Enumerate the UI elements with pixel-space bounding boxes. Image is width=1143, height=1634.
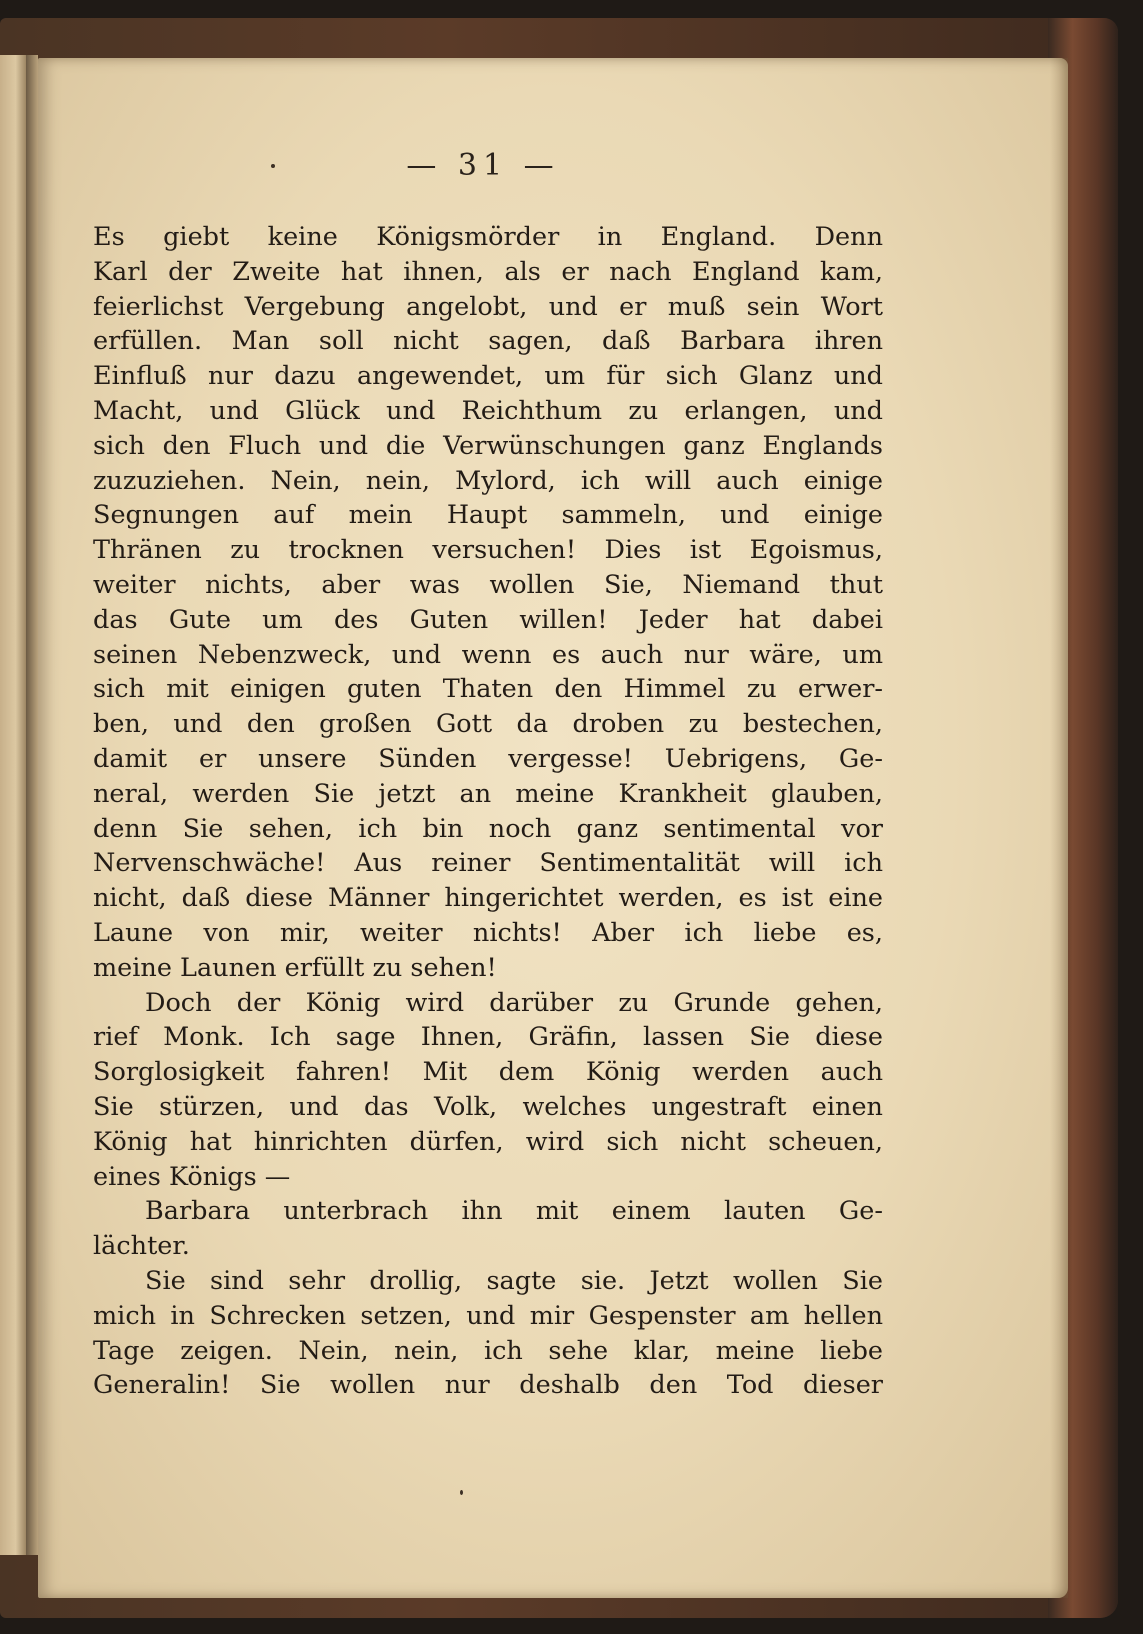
page-edge-shadow: [1050, 58, 1068, 1598]
text-line: feierlichst Vergebung angelobt, und er muß sein Wort: [93, 291, 883, 322]
text-line: Barbara unterbrach ihn mit einem lauten Ge-: [145, 1196, 883, 1227]
text-line: seinen Nebenzweck, und wenn es auch nur wäre, um: [93, 639, 883, 670]
text-line: Nervenschwäche! Aus reiner Sentimentalität will ich: [93, 848, 883, 879]
text-line: sich mit einigen guten Thaten den Himmel zu erwer-: [93, 674, 883, 705]
text-line: Doch der König wird darüber zu Grunde gehen,: [145, 987, 883, 1018]
page-text: [93, 220, 883, 1403]
text-line: Thränen zu trocknen versuchen! Dies ist Egoismus,: [93, 535, 883, 566]
text-line: mich in Schrecken setzen, und mir Gespenster am hellen: [93, 1300, 883, 1331]
text-line: Karl der Zweite hat ihnen, als er nach England kam,: [93, 256, 883, 287]
text-line: damit er unsere Sünden vergesse! Uebrigens, Ge-: [93, 743, 883, 774]
text-line: Es giebt keine Königsmörder in England. Denn: [93, 222, 883, 252]
text-line: Laune von mir, weiter nichts! Aber ich liebe es,: [93, 917, 883, 948]
book-gutter: [26, 55, 38, 1555]
left-page-edge: [0, 55, 26, 1555]
ink-speck: [460, 1490, 463, 1495]
text-line: rief Monk. Ich sage Ihnen, Gräfin, lassen Sie diese: [93, 1022, 883, 1053]
text-line: ben, und den großen Gott da droben zu bestechen,: [93, 709, 883, 740]
text-line: König hat hinrichten dürfen, wird sich nicht scheuen,: [93, 1126, 883, 1157]
text-line: sich den Fluch und die Verwünschungen ganz Englands: [93, 430, 883, 461]
text-line: erfüllen. Man soll nicht sagen, daß Barbara ihren: [93, 326, 883, 357]
text-line: Tage zeigen. Nein, nein, ich sehe klar, meine liebe: [93, 1335, 883, 1366]
text-line: Sorglosigkeit fahren! Mit dem König werden auch: [93, 1057, 883, 1088]
page-number: — 31 —: [406, 148, 560, 183]
text-line: Sie sind sehr drollig, sagte sie. Jetzt wollen Sie: [145, 1265, 883, 1296]
text-line: neral, werden Sie jetzt an meine Krankheit glauben,: [93, 778, 883, 809]
text-line: denn Sie sehen, ich bin noch ganz sentimental vor: [93, 813, 883, 844]
text-line: lächter.: [93, 1231, 190, 1262]
text-line: Einfluß nur dazu angewendet, um für sich Glanz und: [93, 361, 883, 392]
text-line: weiter nichts, aber was wollen Sie, Niemand thut: [93, 569, 883, 600]
text-line: eines Königs —: [93, 1161, 291, 1192]
text-line: meine Launen erfüllt zu sehen!: [93, 952, 497, 983]
book-page: [38, 58, 1068, 1598]
text-line: nicht, daß diese Männer hingerichtet werden, es ist eine: [93, 883, 883, 914]
text-line: Segnungen auf mein Haupt sammeln, und einige: [93, 500, 883, 531]
ink-speck: [271, 164, 275, 168]
text-line: Sie stürzen, und das Volk, welches ungestraft einen: [93, 1091, 883, 1122]
text-line: Macht, und Glück und Reichthum zu erlangen, und: [93, 395, 883, 426]
text-line: Generalin! Sie wollen nur deshalb den Tod dieser: [93, 1370, 883, 1401]
text-line: zuzuziehen. Nein, nein, Mylord, ich will auch einige: [93, 465, 883, 496]
text-line: das Gute um des Guten willen! Jeder hat dabei: [93, 604, 883, 635]
